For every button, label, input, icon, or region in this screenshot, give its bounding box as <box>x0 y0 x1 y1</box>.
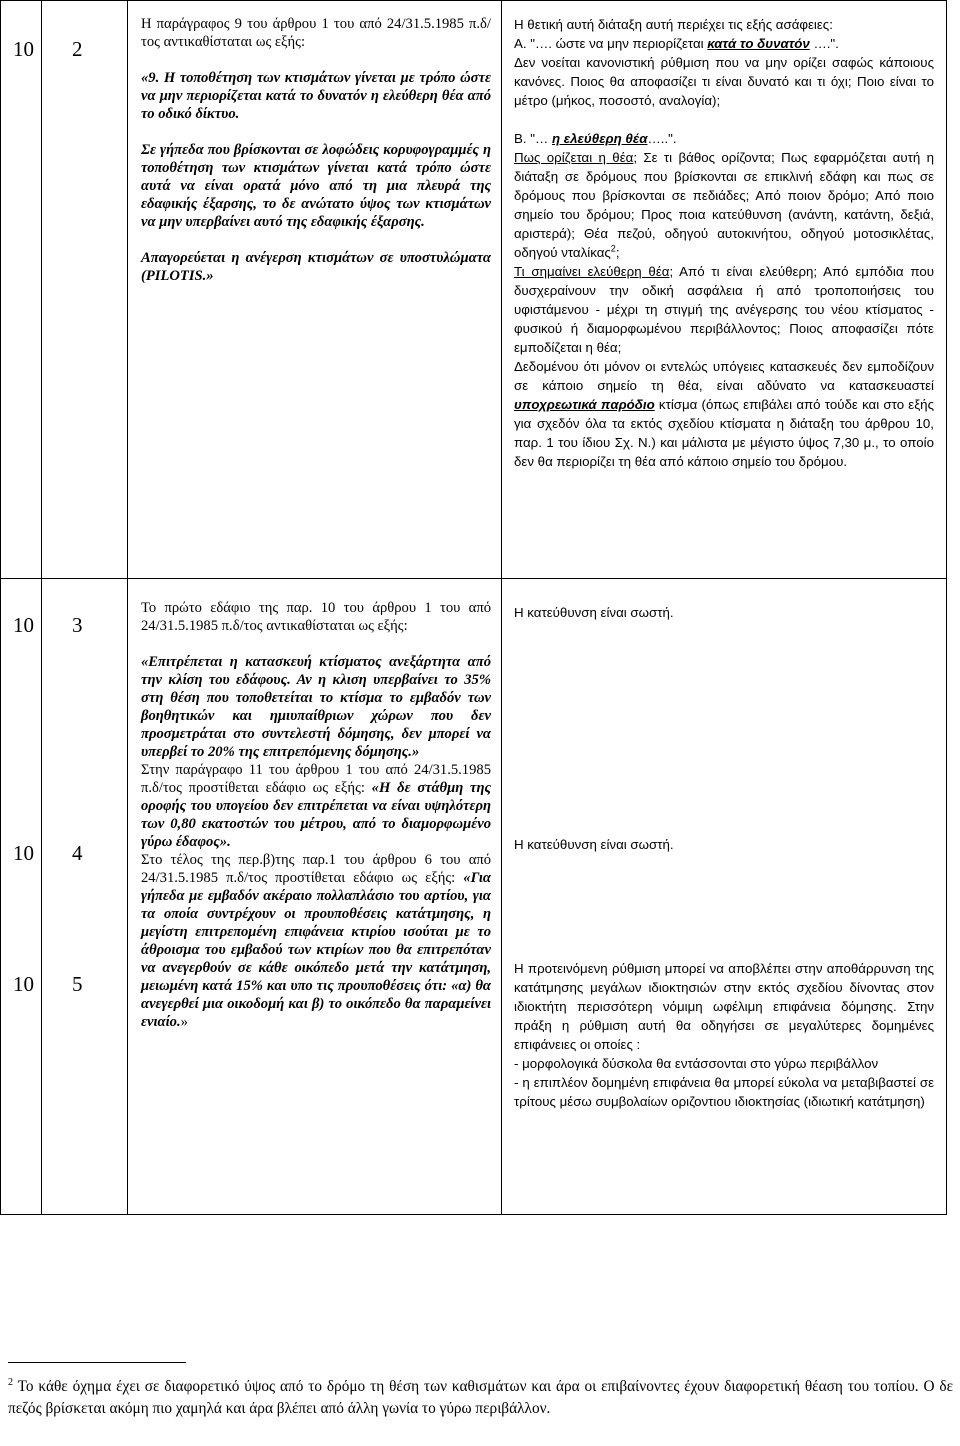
comment-text: Τι σημαίνει ελεύθερη θέα; Από τι είναι ελεύθερη; Από εμπόδια που δυσχεραίνουν την οδική ασφάλεια ή από τροποποιήσεις του υφιστάμενου - μέχρι τη στιγμή της ανέγερσης του νέου κτίσματος - φυσικού ή διαμορφωμένου περιβάλλοντος; Ποιος αποφασίζει πότε εμποδίζεται η θέα; <box>514 264 934 355</box>
amendment-text: Στο τέλος της περ.β)της παρ.1 του άρθρου 6 του από 24/31.5.1985 π.δ/τος προστίθεται εδάφιο ως εξής: «Για γήπεδα με εμβαδόν ακέραιο πολλαπλάσιο του αρτίου, για τα οποία συντρέχουν οι προυποθέσεις κατάτμησης, η μεγίστη επιτρεπομένη επιφάνεια κτιρίου ισούται με το άθροισμα του εμβαδού των κτιρίων που θα επιτρεπόταν να ανεγερθούν σε κάθε οικόπεδο μετά την κατάτμηση, μειωμένη κατά 15% και υπο τις προυποθέσεις ότι: «α) θα ανεγερθεί μια οικοδομή και β) το οικόπεδο θα παραμείνει ενιαίο.» <box>141 852 491 1030</box>
comment-text: Η θετική αυτή διάταξη αυτή περιέχει τις εξής ασάφειες: <box>514 17 833 32</box>
comment-point-a: Α. "…. ώστε να μην περιορίζεται κατά το δυνατόν ….". <box>514 36 839 51</box>
footnote <box>8 1376 953 1420</box>
article-number: 10 <box>13 613 34 637</box>
article-number-cell <box>1 1 42 579</box>
comment-text: Δεν νοείται κανονιστική ρύθμιση που να μην ορίζει σαφώς κάποιους κανόνες. Ποιος θα αποφασίζει τι είναι δυνατό και τι όχι; Ποιο είναι το μέτρο (μήκος, ποσοστό, αναλογία); <box>514 55 934 108</box>
comment-text: Η προτεινόμενη ρύθμιση μπορεί να αποβλέπει στην αποθάρρυνση της κατάτμησης μεγάλων ιδιοκτησιών στην εκτός σχεδίου δίνοντας στον ιδιοκτήτη περισσότερη νόμιμη ωφέλιμη επιφάνεια δόμησης. Στην πράξη η ρύθμιση αυτή θα οδηγήσει σε μεγαλύτερες δομημένες επιφάνειες οι οποίες : <box>514 961 934 1052</box>
proposed-text-cell <box>128 579 502 1215</box>
article-number-cell <box>1 579 42 1215</box>
paragraph-number: 4 <box>72 841 83 865</box>
amendment-text: Στην παράγραφο 11 του άρθρου 1 του από 24/31.5.1985 π.δ/τος προστίθεται εδάφιο ως εξής: «Η δε στάθμη της οροφής του υπογείου δεν επιτρέπεται να είναι υψηλότερη των 0,80 εκατοστών του μέτρου, από το διαμορφωμένο γύρω έδαφος». <box>141 762 491 850</box>
paragraph-number: 5 <box>72 972 83 996</box>
quoted-provision: «9. Η τοποθέτηση των κτισμάτων γίνεται με τρόπο ώστε να μην περιορίζεται κατά το δυνατόν η ελεύθερη θέα από το οδικό δίκτυο. <box>141 70 491 122</box>
comment-cell <box>502 1 947 579</box>
comment-text: - μορφολογικά δύσκολα θα εντάσσονται στο γύρω περιβάλλον <box>514 1056 879 1071</box>
paragraph-number: 2 <box>72 37 83 61</box>
proposed-text-cell <box>128 1 502 579</box>
amendment-intro: Το πρώτο εδάφιο της παρ. 10 του άρθρου 1 του από 24/31.5.1985 π.δ/τος αντικαθίσταται ως εξής: <box>141 600 491 634</box>
article-number: 10 <box>13 972 34 996</box>
quoted-provision: «Επιτρέπεται η κατασκευή κτίσματος ανεξάρτητα από την κλίση του εδάφους. Αν η κλιση υπερβαίνει το 35% στη θέση που τοποθετείται το κτίσμα το εμβαδόν των βοηθητικών και ημιυπαίθριων χώρων που δεν προσμετράται στο συντελεστή δόμησης, δεν μπορεί να υπερβεί το 20% της επιτρεπόμενης δόμησης.» <box>141 654 491 760</box>
comment-point-b: Β. "… η ελεύθερη θέα…..". <box>514 131 677 146</box>
article-number: 10 <box>13 37 34 61</box>
footnote-ref[interactable]: 2 <box>610 243 616 254</box>
comment-cell <box>502 579 947 1215</box>
comment-text: Η κατεύθυνση είναι σωστή. <box>514 605 674 620</box>
footnote-text: Το κάθε όχημα έχει σε διαφορετικό ύψος από το δρόμο τη θέση των καθισμάτων και άρα οι επιβαίνοντες έχουν διαφορετική θέαση του τοπίου. Ο δε πεζός βρίσκεται ακόμη πιο χαμηλά και άρα βλέπει από άλλη γωνία το γύρω περιβάλλον. <box>8 1378 953 1417</box>
quoted-provision: Απαγορεύεται η ανέγερση κτισμάτων σε υποστυλώματα (PILOTIS.» <box>141 250 491 284</box>
paragraph-number-cell <box>42 579 128 1215</box>
paragraph-number-cell <box>42 1 128 579</box>
amendment-intro: Η παράγραφος 9 του άρθρου 1 του από 24/31.5.1985 π.δ/τος αντικαθίσταται ως εξής: <box>141 16 491 50</box>
footnote-separator <box>8 1362 186 1363</box>
comment-text: Πως ορίζεται η θέα; Σε τι βάθος ορίζοντα; Πως εφαρμόζεται αυτή η διάταξη σε δρόμους που βρίσκονται σε επικλινή εδάφη και πως σε δρόμους που βρίσκονται σε πεδιάδες; Από ποιον δρόμο; Από ποιο σημείο του δρόμου; Προς ποια κατεύθυνση (ανάντη, κατάντη, δεξιά, αριστερά); Θέα πεζού, οδηγού αυτοκινήτου, οδηγού μοτοσικλέτας, οδηγού νταλίκας$^2$; <box>514 150 934 260</box>
footnote-mark: 2 <box>8 1376 13 1388</box>
comment-text: Η κατεύθυνση είναι σωστή. <box>514 837 674 852</box>
comment-text: Δεδομένου ότι μόνον οι εντελώς υπόγειες κατασκευές δεν εμποδίζουν σε κάποιο σημείο τη θέα, είναι αδύνατο να κατασκευαστεί υποχρεωτικά παρόδιο κτίσμα (όπως επιβάλει από τούδε και στο εξής για σχεδόν όλα τα εκτός σχεδίου κτίσματα η διάταξη του άρθρου 10, παρ. 1 του ίδιου Σχ. Ν.) και μάλιστα με μέγιστο ύψος 7,30 μ., το οποίο δεν θα περιορίζει τη θέα από κάποιο σημείο του δρόμου. <box>514 359 934 469</box>
quoted-provision: Σε γήπεδα που βρίσκονται σε λοφώδεις κορυφογραμμές η τοποθέτηση των κτισμάτων γίνεται κατά τρόπο ώστε αυτά να είναι ορατά μόνο από τη μια πλευρά της εδαφικής έξαρσης, το δε ανώτατο ύψος των κτισμάτων να μην υπερβαίνει αυτό της εδαφικής έξαρσης. <box>141 142 491 230</box>
table-row <box>1 579 947 1215</box>
table-row <box>1 1 947 579</box>
article-number: 10 <box>13 841 34 865</box>
comment-text: - η επιπλέον δομημένη επιφάνεια θα μπορεί εύκολα να μεταβιβαστεί σε τρίτους μέσω συμβολαίων οριζοντιου ιδιοκτησίας (ιδιωτική κατάτμηση) <box>514 1075 934 1109</box>
paragraph-number: 3 <box>72 613 83 637</box>
